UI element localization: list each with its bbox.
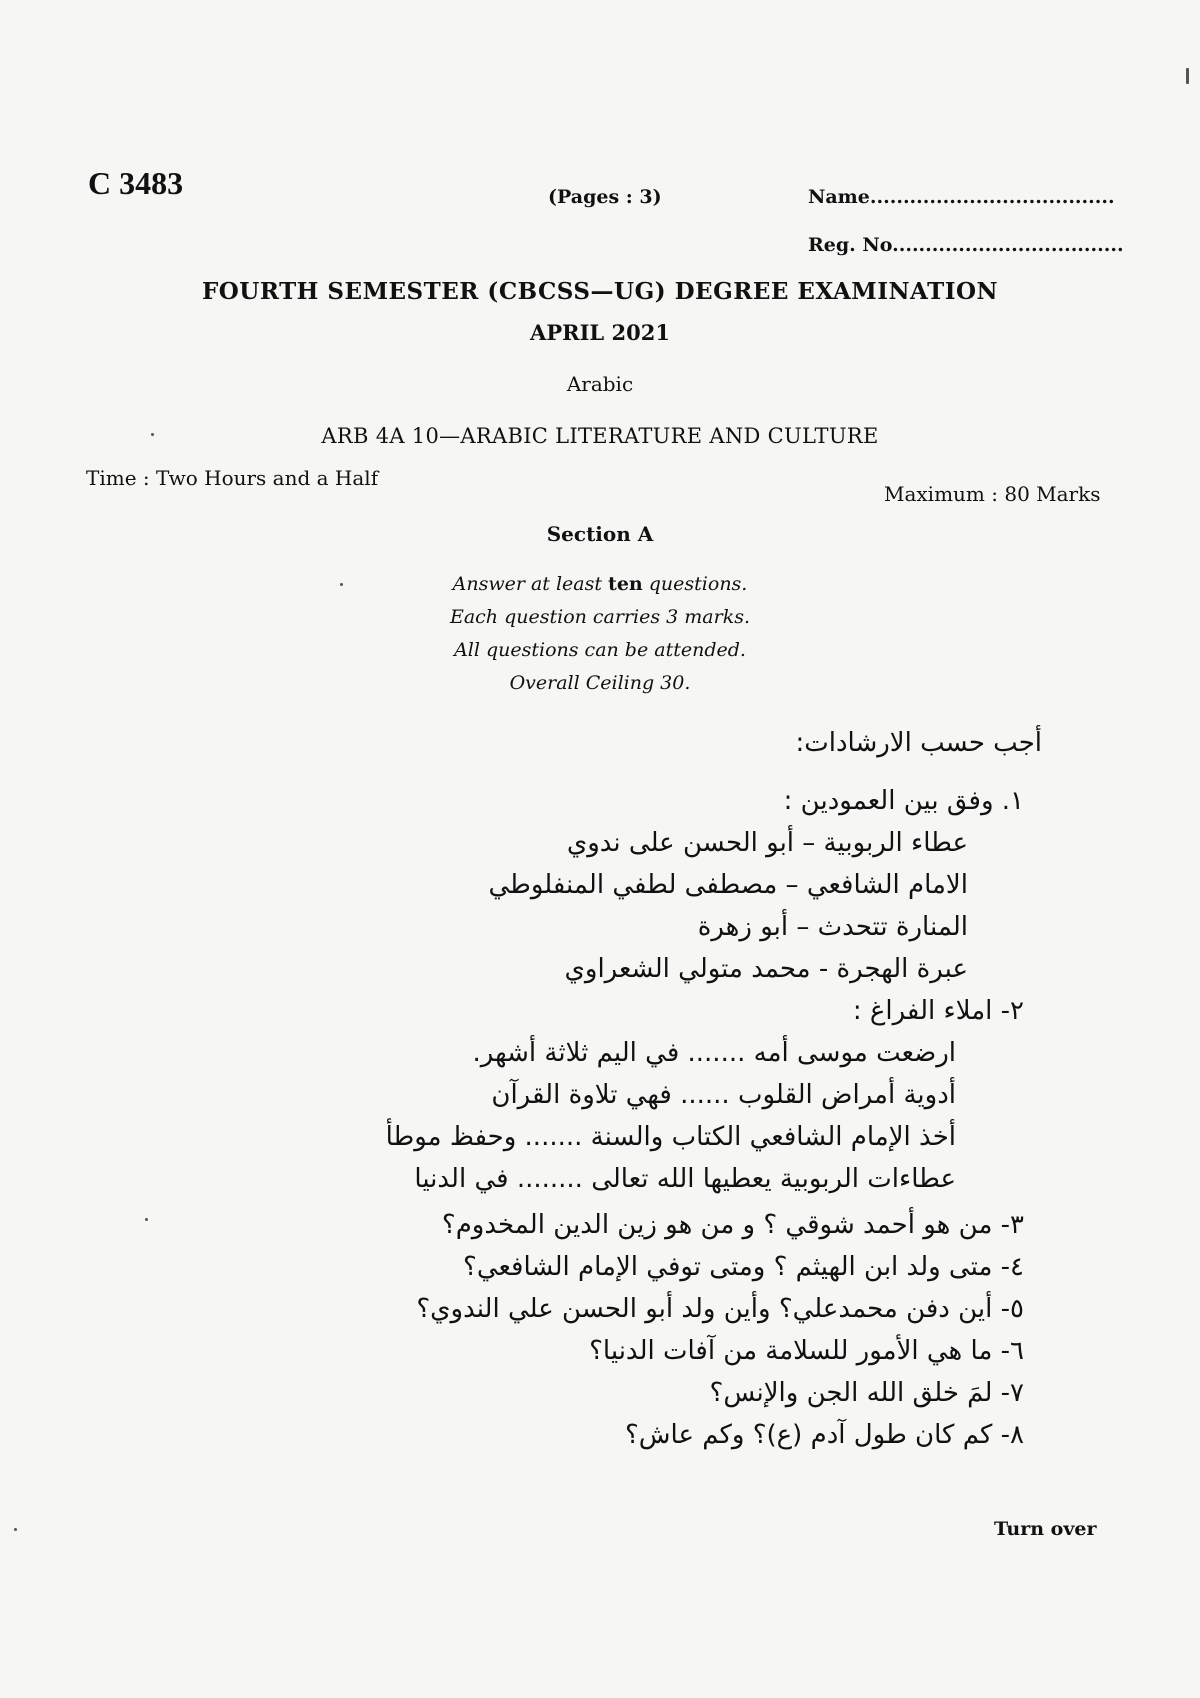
name-field: Name..................................... — [808, 186, 1115, 208]
question-2-row-1: ارضعت موسى أمه ....... في اليم ثلاثة أشهر. — [472, 1038, 956, 1068]
instruction-line-3: All questions can be attended. — [454, 639, 746, 661]
scan-speck — [14, 1528, 17, 1531]
time-allowed: Time : Two Hours and a Half — [86, 466, 379, 490]
turn-over-note: Turn over — [994, 1518, 1097, 1540]
question-2: ٢- املاء الفراغ : — [852, 996, 1024, 1026]
question-1-row-2: الامام الشافعي – مصطفى لطفي المنفلوطي — [488, 870, 968, 900]
scan-speck — [1186, 68, 1189, 84]
question-6: ٦- ما هي الأمور للسلامة من آفات الدنيا؟ — [589, 1336, 1024, 1366]
question-2-row-4: عطاءات الربوبية يعطيها الله تعالى ........ في الدنيا — [414, 1164, 956, 1194]
scan-speck — [340, 583, 343, 586]
question-1-row-3: المنارة تتحدث – أبو زهرة — [697, 912, 968, 942]
arabic-directive: أجب حسب الارشادات: — [795, 728, 1042, 758]
exam-session: APRIL 2021 — [530, 320, 670, 345]
question-2-row-3: أخذ الإمام الشافعي الكتاب والسنة ....... وحفظ موطأ — [385, 1122, 956, 1152]
question-1-row-1: عطاء الربوبية – أبو الحسن على ندوي — [566, 828, 968, 858]
instruction-line-2: Each question carries 3 marks. — [449, 606, 751, 628]
exam-subject: Arabic — [566, 372, 634, 396]
question-2-row-2: أدوية أمراض القلوب ...... فهي تلاوة القرآن — [491, 1080, 956, 1110]
instruction-line-4: Overall Ceiling 30. — [509, 672, 691, 694]
scan-speck — [145, 1218, 148, 1221]
exam-title: FOURTH SEMESTER (CBCSS—UG) DEGREE EXAMINATION — [201, 278, 999, 305]
paper-title: ARB 4A 10—ARABIC LITERATURE AND CULTURE — [321, 424, 879, 448]
question-8: ٨- كم كان طول آدم (ع)؟ وكم عاش؟ — [624, 1420, 1024, 1450]
question-5: ٥- أين دفن محمدعلي؟ وأين ولد أبو الحسن علي الندوي؟ — [416, 1294, 1024, 1324]
section-instructions — [0, 568, 1200, 700]
maximum-marks: Maximum : 80 Marks — [884, 482, 1101, 506]
instruction-line-1: Answer at least ten questions. — [452, 573, 748, 595]
reg-no-field: Reg. No................................... — [808, 234, 1124, 256]
question-paper-code: C 3483 — [88, 165, 184, 201]
question-3: ٣- من هو أحمد شوقي ؟ و من هو زين الدين المخدوم؟ — [441, 1210, 1024, 1240]
section-title: Section A — [546, 522, 654, 546]
question-1: ١. وفق بين العمودين : — [783, 786, 1024, 816]
page-count: (Pages : 3) — [548, 186, 662, 208]
question-4: ٤- متى ولد ابن الهيثم ؟ ومتى توفي الإمام الشافعي؟ — [463, 1252, 1024, 1282]
question-1-row-4: عبرة الهجرة - محمد متولي الشعراوي — [564, 954, 968, 984]
scan-speck — [151, 433, 154, 436]
question-7: ٧- لمَ خلق الله الجن والإنس؟ — [709, 1378, 1024, 1408]
